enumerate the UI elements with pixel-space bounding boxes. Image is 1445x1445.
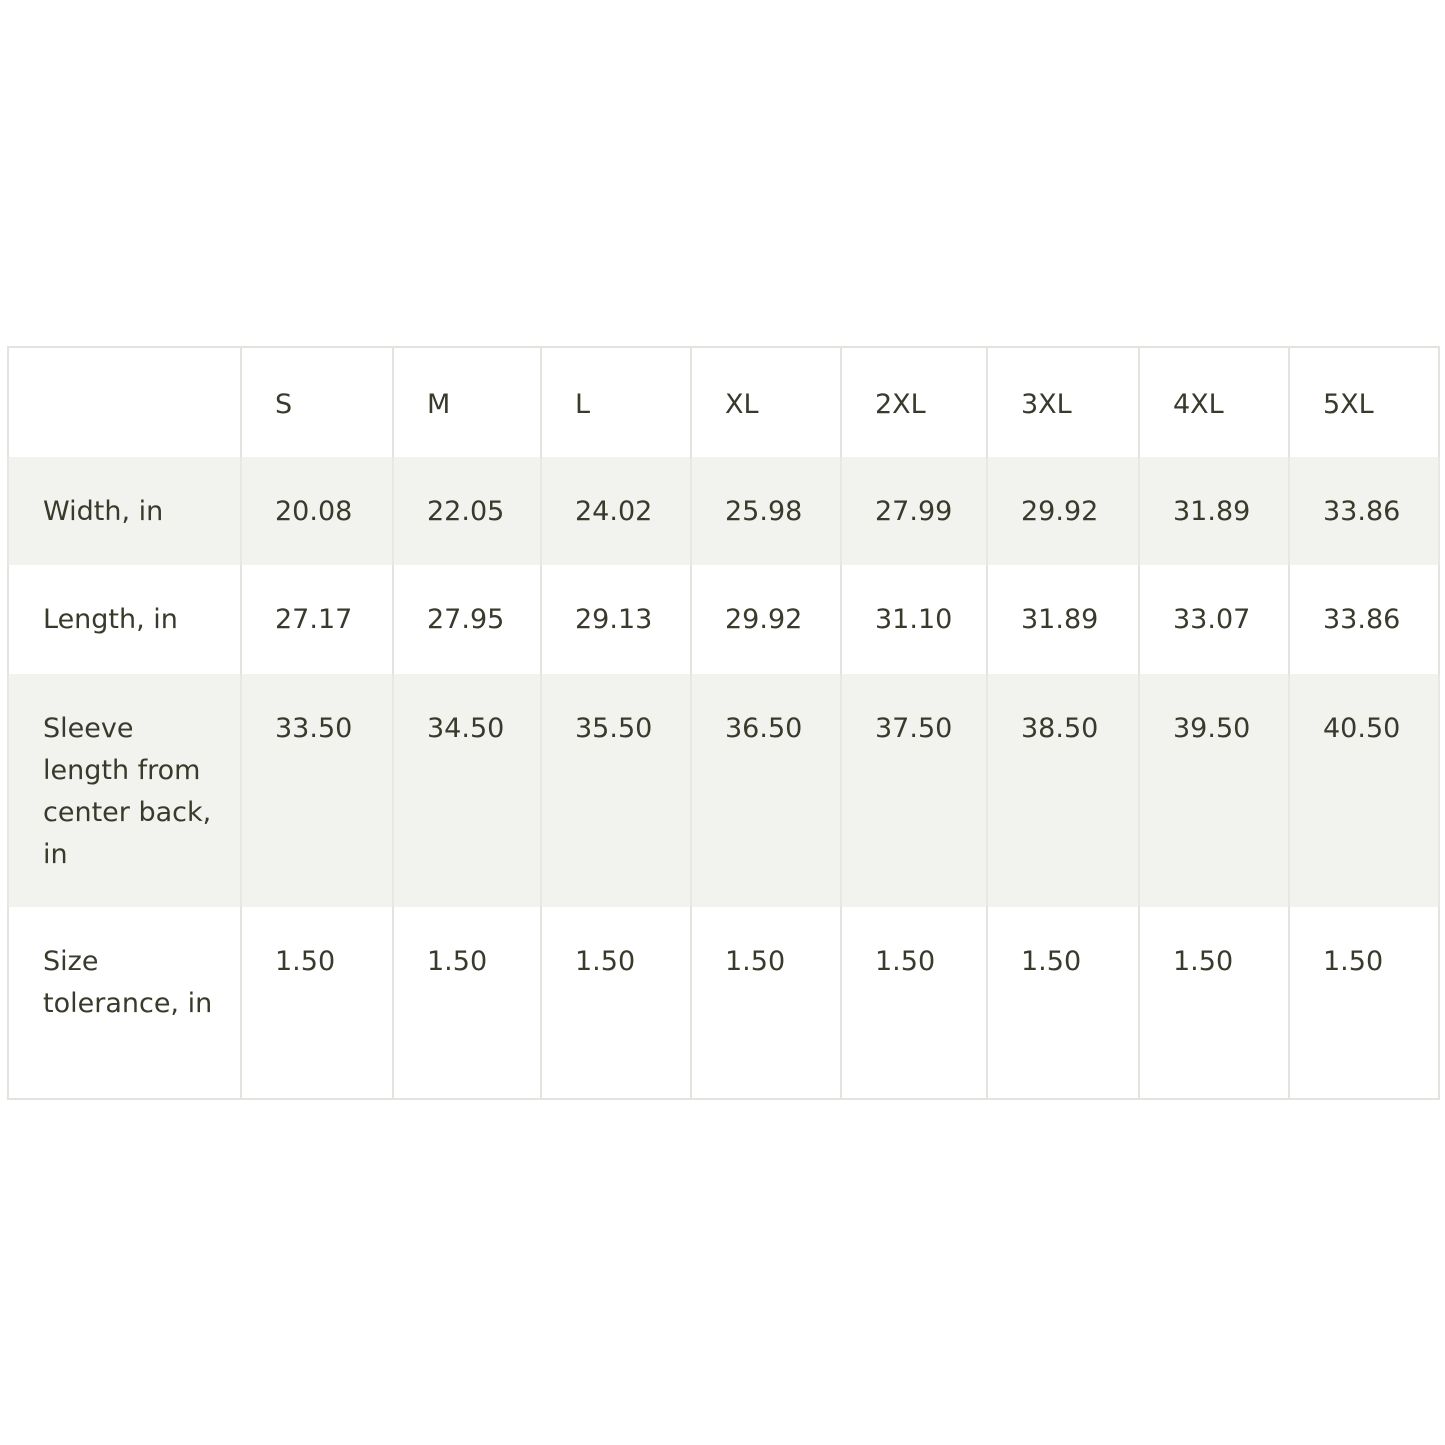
table-cell: 1.50	[241, 907, 393, 1099]
corner-cell	[8, 347, 241, 457]
table-cell: 27.17	[241, 565, 393, 674]
size-header-2xl: 2XL	[841, 347, 987, 457]
size-header-row	[8, 347, 1439, 457]
table-cell: 29.13	[541, 565, 691, 674]
table-cell: 22.05	[393, 457, 541, 565]
table-cell: 27.99	[841, 457, 987, 565]
row-label-sleeve-length: Sleeve length from center back, in	[8, 674, 241, 907]
table-cell: 29.92	[691, 565, 841, 674]
row-label-length: Length, in	[8, 565, 241, 674]
size-header-xl: XL	[691, 347, 841, 457]
table-cell: 1.50	[1139, 907, 1289, 1099]
table-cell: 1.50	[987, 907, 1139, 1099]
size-chart-table	[7, 346, 1440, 1100]
table-cell: 1.50	[691, 907, 841, 1099]
table-cell: 31.10	[841, 565, 987, 674]
table-cell: 38.50	[987, 674, 1139, 907]
table-cell: 25.98	[691, 457, 841, 565]
size-header-s: S	[241, 347, 393, 457]
size-header-l: L	[541, 347, 691, 457]
table-row-length	[8, 565, 1439, 674]
table-cell: 1.50	[841, 907, 987, 1099]
table-cell: 20.08	[241, 457, 393, 565]
table-cell: 1.50	[541, 907, 691, 1099]
size-header-5xl: 5XL	[1289, 347, 1439, 457]
table-cell: 27.95	[393, 565, 541, 674]
table-row-size-tolerance	[8, 907, 1439, 1099]
table-row-width	[8, 457, 1439, 565]
size-header-m: M	[393, 347, 541, 457]
table-cell: 29.92	[987, 457, 1139, 565]
table-cell: 33.50	[241, 674, 393, 907]
size-header-4xl: 4XL	[1139, 347, 1289, 457]
row-label-width: Width, in	[8, 457, 241, 565]
table-cell: 31.89	[987, 565, 1139, 674]
table-cell: 39.50	[1139, 674, 1289, 907]
size-header-3xl: 3XL	[987, 347, 1139, 457]
table-row-sleeve-length	[8, 674, 1439, 907]
table-cell: 1.50	[1289, 907, 1439, 1099]
table-cell: 34.50	[393, 674, 541, 907]
table-cell: 36.50	[691, 674, 841, 907]
table-cell: 33.86	[1289, 457, 1439, 565]
table-cell: 31.89	[1139, 457, 1289, 565]
table-cell: 33.07	[1139, 565, 1289, 674]
table-cell: 37.50	[841, 674, 987, 907]
table-cell: 35.50	[541, 674, 691, 907]
table-cell: 1.50	[393, 907, 541, 1099]
table-cell: 33.86	[1289, 565, 1439, 674]
row-label-size-tolerance: Size tolerance, in	[8, 907, 241, 1099]
table-cell: 24.02	[541, 457, 691, 565]
table-cell: 40.50	[1289, 674, 1439, 907]
